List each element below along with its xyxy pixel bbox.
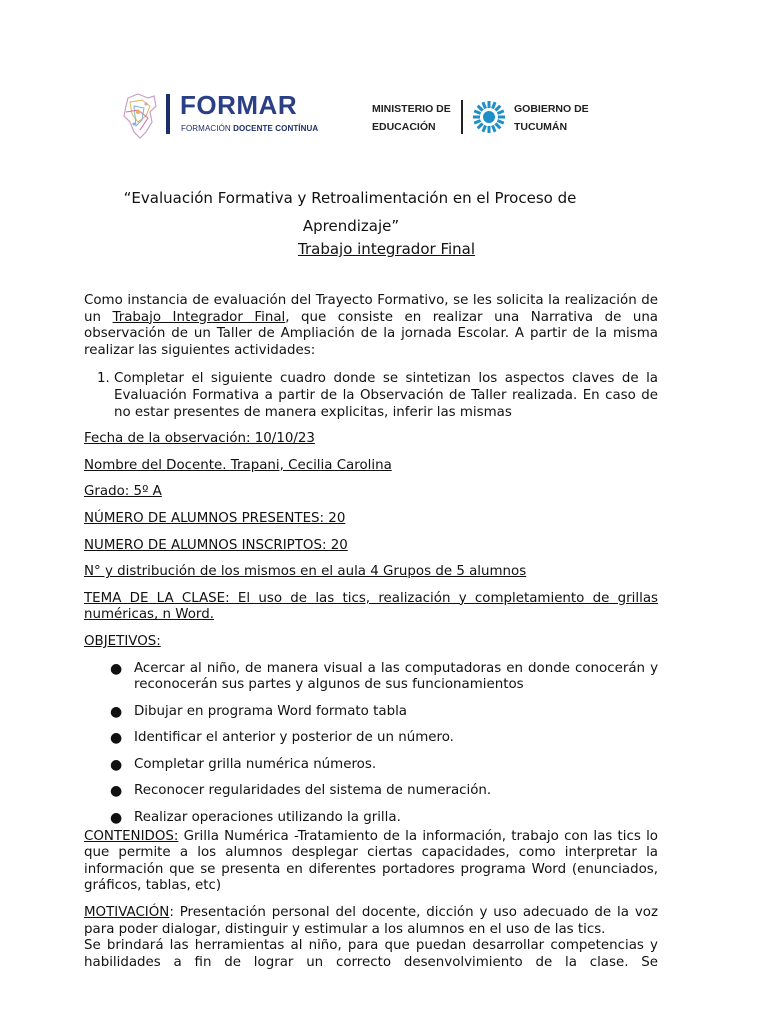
objective-item: ● Identificar el anterior y posterior de un número.: [110, 730, 454, 747]
formar-divider: [166, 94, 170, 134]
field-tema: TEMA DE LA CLASE: El uso de las tics, realización y completamiento de grillas numéricas, n Word.: [84, 590, 658, 623]
bullet-icon: ●: [110, 756, 123, 773]
bullet-icon: ●: [110, 660, 123, 677]
intro-paragraph: Como instancia de evaluación del Trayecto Formativo, se les solicita la realización de un Trabajo Integrador Final, que consiste en realizar una Narrativa de una observación de un Taller de Ampliación de la jornada Escolar. A partir de la misma realizar las siguientes actividades:: [84, 293, 659, 358]
document-body: [84, 293, 658, 971]
objective-item: ● Dibujar en programa Word formato tabla: [110, 703, 407, 720]
motivacion-paragraph-2: Se brindará las herramientas al niño, para que puedan desarrollar competencias y habilidades a fin de lograr un correcto desenvolvimiento de la clase. Se: [84, 938, 658, 970]
document-title: “Evaluación Formativa y Retroalimentación en el Proceso de Aprendizaje”: [123, 189, 577, 235]
field-presentes: NÚMERO DE ALUMNOS PRESENTES: 20: [84, 510, 346, 526]
objective-item: ● Completar grilla numérica números.: [110, 756, 377, 773]
formar-logo-text: FORMAR: [180, 90, 298, 120]
objectives-list: [84, 661, 658, 827]
motivacion-paragraph: MOTIVACIÓN: Presentación personal del docente, dicción y uso adecuado de la voz para poder dialogar, distinguir y estimular a los alumnos en el uso de las tics.: [84, 905, 658, 937]
field-grado: Grado: 5º A: [84, 484, 162, 500]
activity-item: 1. Completar el siguiente cuadro donde se sintetizan los aspectos claves de la Evaluación Formativa a partir de la Observación de Taller realizada. En caso de no estar presentes de manera explicitas, inferir las mismas: [114, 371, 658, 421]
objective-item: ● Realizar operaciones utilizando la grilla.: [110, 810, 401, 827]
ministerio-logo-text: MINISTERIO DE EDUCACIÓN: [372, 103, 451, 133]
gobierno-sun-emblem-icon: [470, 98, 508, 136]
formar-logo-subtitle: FORMACIÓN DOCENTE CONTÍNUA: [181, 124, 319, 133]
document-subtitle: Trabajo integrador Final: [298, 240, 476, 258]
bullet-icon: ●: [110, 783, 123, 800]
bullet-icon: ●: [110, 730, 123, 747]
field-fecha: Fecha de la observación: 10/10/23: [84, 431, 315, 447]
field-docente: Nombre del Docente. Trapani, Cecilia Carolina: [84, 457, 392, 473]
header-logos: [120, 88, 600, 144]
field-inscriptos: NUMERO DE ALUMNOS INSCRIPTOS: 20: [84, 537, 348, 553]
bullet-icon: ●: [110, 703, 123, 720]
bullet-icon: ●: [110, 810, 123, 827]
ministerio-divider: [461, 100, 463, 134]
field-distribucion: N° y distribución de los mismos en el aula 4 Grupos de 5 alumnos: [84, 564, 527, 580]
activities-list: [84, 371, 658, 421]
formar-map-emblem-icon: [120, 92, 160, 140]
objective-item: ● Reconocer regularidades del sistema de numeración.: [110, 783, 492, 800]
contenidos-paragraph: CONTENIDOS: Grilla Numérica -Tratamiento de la información, trabajo con las tics lo que permite a los alumnos desplegar ciertas capacidades, como interpretar la información que se presenta en diferentes portadores programa Word (enunciados, gráficos, tablas, etc): [84, 828, 658, 894]
objective-item: ● Acercar al niño, de manera visual a las computadoras en donde conocerán y reconocerán sus partes y algunos de sus funcionamientos: [110, 660, 658, 693]
gobierno-logo-text: GOBIERNO DE TUCUMÁN: [514, 103, 589, 133]
objectives-heading: OBJETIVOS:: [84, 633, 161, 649]
